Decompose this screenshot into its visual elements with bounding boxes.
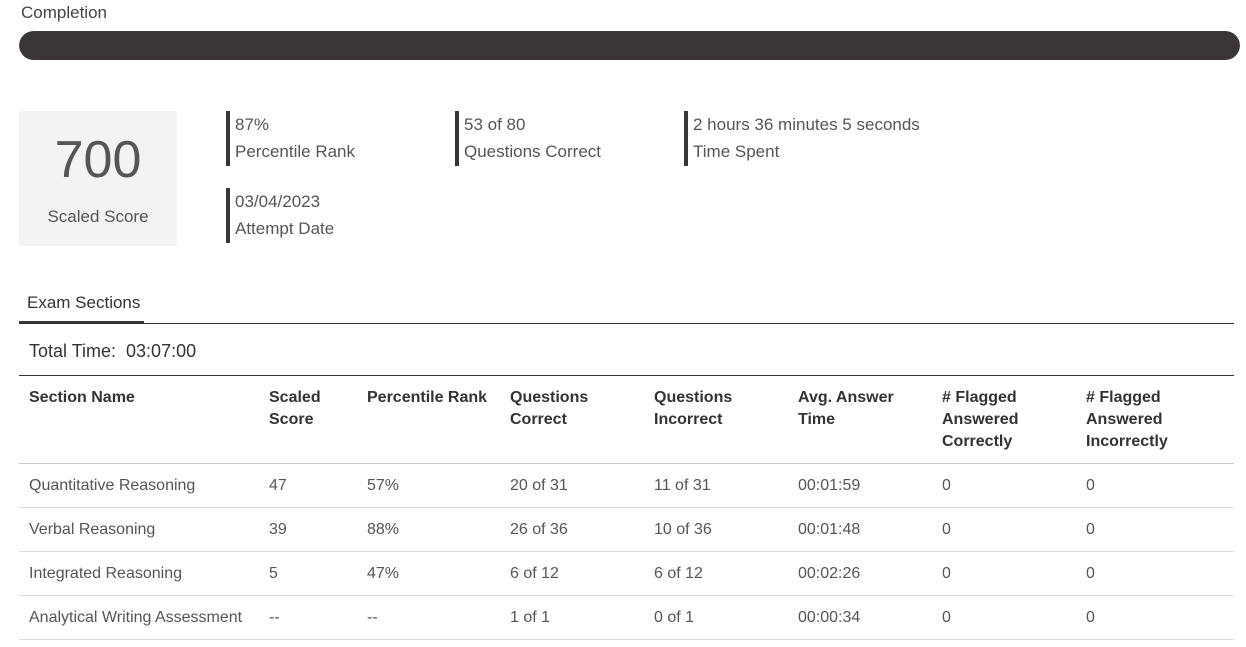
- stat-questions-correct: [455, 111, 601, 166]
- column-header: Questions Correct: [500, 376, 644, 464]
- percentile-rank-value: 87%: [235, 115, 270, 134]
- tabs-divider: [19, 323, 1234, 324]
- table-row: [19, 464, 1234, 508]
- total-time-value: 03:07:00: [126, 341, 197, 361]
- table-cell: 0: [1076, 596, 1234, 640]
- table-cell: 0: [932, 552, 1076, 596]
- table-cell: 6 of 12: [644, 552, 788, 596]
- column-header: Questions Incorrect: [644, 376, 788, 464]
- table-cell: 6 of 12: [500, 552, 644, 596]
- completion-progress-bar: [19, 31, 1240, 60]
- section-name-cell: Analytical Writing Assessment: [19, 596, 259, 640]
- table-cell: 0: [1076, 552, 1234, 596]
- table-cell: 0: [1076, 508, 1234, 552]
- completion-progress-fill: [19, 31, 1240, 60]
- total-time-label: Total Time:: [29, 341, 117, 361]
- table-cell: 00:00:34: [788, 596, 932, 640]
- questions-correct-label: Questions Correct: [464, 142, 601, 161]
- table-header-row: [19, 376, 1234, 464]
- table-cell: 47: [259, 464, 357, 508]
- tab-exam-sections-label: Exam Sections: [27, 293, 141, 312]
- table-cell: 20 of 31: [500, 464, 644, 508]
- column-header: # Flagged Answered Incorrectly: [1076, 376, 1234, 464]
- table-cell: 88%: [357, 508, 500, 552]
- tab-exam-sections[interactable]: [19, 290, 144, 324]
- section-name-cell: Verbal Reasoning: [19, 508, 259, 552]
- table-cell: 0: [932, 596, 1076, 640]
- table-cell: 57%: [357, 464, 500, 508]
- column-header: Percentile Rank: [357, 376, 500, 464]
- table-cell: 39: [259, 508, 357, 552]
- completion-label: Completion: [21, 3, 107, 22]
- stat-attempt-date: [226, 188, 334, 243]
- questions-correct-value: 53 of 80: [464, 115, 526, 134]
- section-name-cell: Quantitative Reasoning: [19, 464, 259, 508]
- percentile-rank-label: Percentile Rank: [235, 142, 356, 161]
- table-cell: 47%: [357, 552, 500, 596]
- table-row: [19, 552, 1234, 596]
- table-cell: 0 of 1: [644, 596, 788, 640]
- table-cell: 26 of 36: [500, 508, 644, 552]
- table-cell: 0: [1076, 464, 1234, 508]
- stat-time-spent: [684, 111, 920, 166]
- table-row: [19, 508, 1234, 552]
- scaled-score-value: 700: [54, 131, 142, 189]
- attempt-date-value: 03/04/2023: [235, 192, 321, 211]
- section-name-cell: Integrated Reasoning: [19, 552, 259, 596]
- total-time: [29, 341, 196, 362]
- column-header: Scaled Score: [259, 376, 357, 464]
- time-spent-value: 2 hours 36 minutes 5 seconds: [693, 115, 920, 134]
- table-cell: 00:01:48: [788, 508, 932, 552]
- table-row: [19, 596, 1234, 640]
- scaled-score-card: [19, 111, 177, 246]
- table-cell: 11 of 31: [644, 464, 788, 508]
- table-cell: 1 of 1: [500, 596, 644, 640]
- stat-percentile-rank: [226, 111, 355, 166]
- scaled-score-label: Scaled Score: [47, 207, 149, 226]
- table-cell: --: [357, 596, 500, 640]
- table-cell: 5: [259, 552, 357, 596]
- attempt-date-label: Attempt Date: [235, 219, 335, 238]
- table-cell: 0: [932, 508, 1076, 552]
- table-cell: 10 of 36: [644, 508, 788, 552]
- table-cell: 00:02:26: [788, 552, 932, 596]
- table-cell: --: [259, 596, 357, 640]
- column-header: Section Name: [19, 376, 259, 464]
- column-header: Avg. Answer Time: [788, 376, 932, 464]
- time-spent-label: Time Spent: [693, 142, 780, 161]
- exam-sections-table: [19, 375, 1234, 640]
- table-cell: 00:01:59: [788, 464, 932, 508]
- table-cell: 0: [932, 464, 1076, 508]
- column-header: # Flagged Answered Correctly: [932, 376, 1076, 464]
